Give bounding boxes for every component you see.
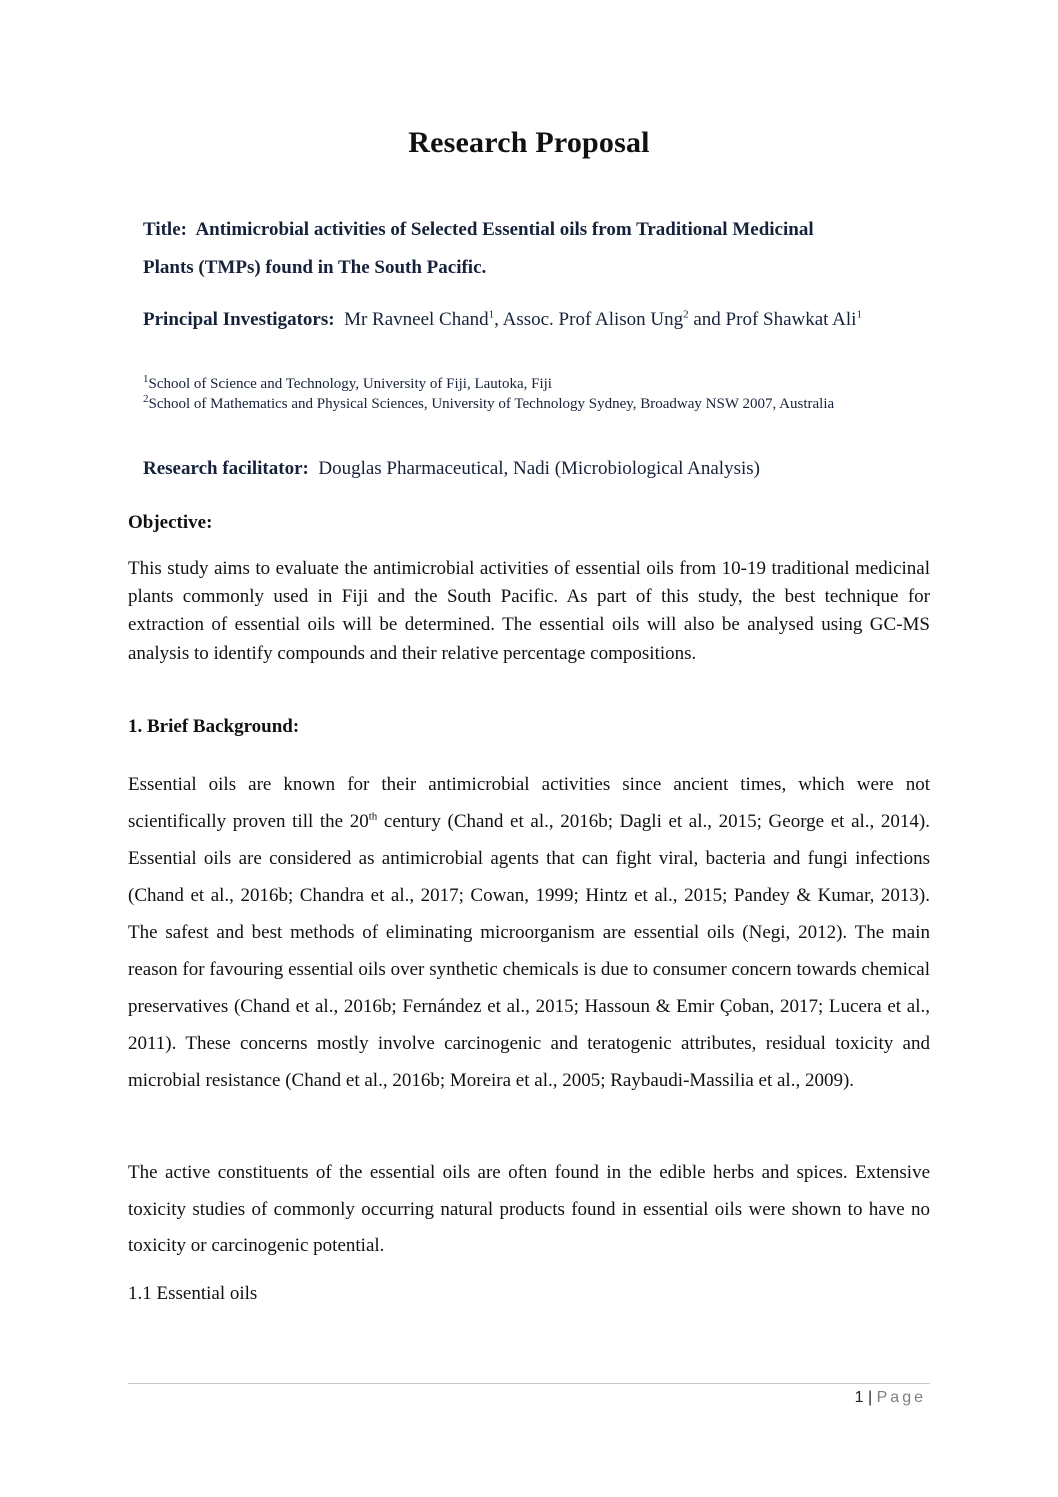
investigator-3-sup: 1 [856,308,862,321]
affiliation-2 [143,394,903,414]
affiliation-2-sup: 2 [143,393,149,405]
investigator-2-sup: 2 [683,308,689,321]
affiliation-1 [143,374,903,394]
footer-separator: | [868,1389,873,1406]
affiliation-1-text: School of Science and Technology, University of Fiji, Lautoka, Fiji [148,376,552,392]
background-paragraph-1 [128,766,930,1099]
affiliation-2-text: School of Mathematics and Physical Sciences, University of Technology Sydney, Broadway NSW 2007, Australia [148,396,835,412]
investigators-label: Principal Investigators: [143,309,335,330]
background-p1-part-2: century (Chand et al., 2016b; Dagli et al., 2015; George et al., 2014). Essential oils are considered as antimicrobial agents that can fight viral, bacteria and fungi infections (Chand et al., 2016b; Chandra et al., 2017; Cowan, 1999; Hintz et al., 2015; Pandey & Kumar, 2013). The safest and best methods of eliminating microorganism are essential oils (Negi, 2012). The main reason for favouring essential oils over synthetic chemicals is due to consumer concern towards chemical preservatives (Chand et al., 2016b; Fernández et al., 2015; Hassoun & Emir Çoban, 2017; Lucera et al., 2011). These concerns mostly involve carcinogenic and teratogenic attributes, residual toxicity and microbial resistance (Chand et al., 2016b; Moreira et al., 2005; Raybaudi-Massilia et al., 2009). [128,811,930,1091]
research-facilitator [143,458,903,480]
objective-text: This study aims to evaluate the antimicrobial activities of essential oils from 10-19 traditional medicinal plants commonly used in Fiji and the South Pacific. As part of this study, the best technique for extraction of essential oils will be determined. The essential oils will also be analysed using GC-MS analysis to identify compounds and their relative percentage compositions. [128,558,930,664]
investigator-1: Mr Ravneel Chand [344,309,489,330]
background-p1-sup: th [368,810,378,823]
background-paragraph-2: The active constituents of the essential oils are often found in the edible herbs and spices. Extensive toxicity studies of commonly occurring natural products found in essential oils were shown to have no toxicity or carcinogenic potential. [128,1162,930,1256]
essential-oils-subheading: 1.1 Essential oils [128,1283,258,1304]
affiliations [143,374,903,414]
investigator-2: , Assoc. Prof Alison Ung [494,309,684,330]
page-label: Page [876,1389,926,1406]
page-title: Research Proposal [408,126,650,159]
footer-divider [128,1383,930,1384]
principal-investigators [143,309,903,331]
objective-heading: Objective: [128,512,213,533]
project-title-text: Antimicrobial activities of Selected Essential oils from Traditional Medicinal [195,219,814,240]
project-title-line-1 [143,219,903,241]
facilitator-label: Research facilitator: [143,458,309,479]
page-number: 1 [854,1389,864,1406]
page-footer [855,1389,926,1407]
affiliation-1-sup: 1 [143,373,149,385]
investigator-3: and Prof Shawkat Ali [688,309,857,330]
project-title-line-2: Plants (TMPs) found in The South Pacific. [143,257,487,278]
investigator-1-sup: 1 [488,308,495,321]
facilitator-text: Douglas Pharmaceutical, Nadi (Microbiological Analysis) [318,458,760,479]
background-heading: 1. Brief Background: [128,716,300,737]
background-p1-part-1: Essential oils are known for their antimicrobial activities since ancient times, which were not scientifically proven till the 20 [128,774,930,832]
project-title-label: Title: [143,219,187,240]
